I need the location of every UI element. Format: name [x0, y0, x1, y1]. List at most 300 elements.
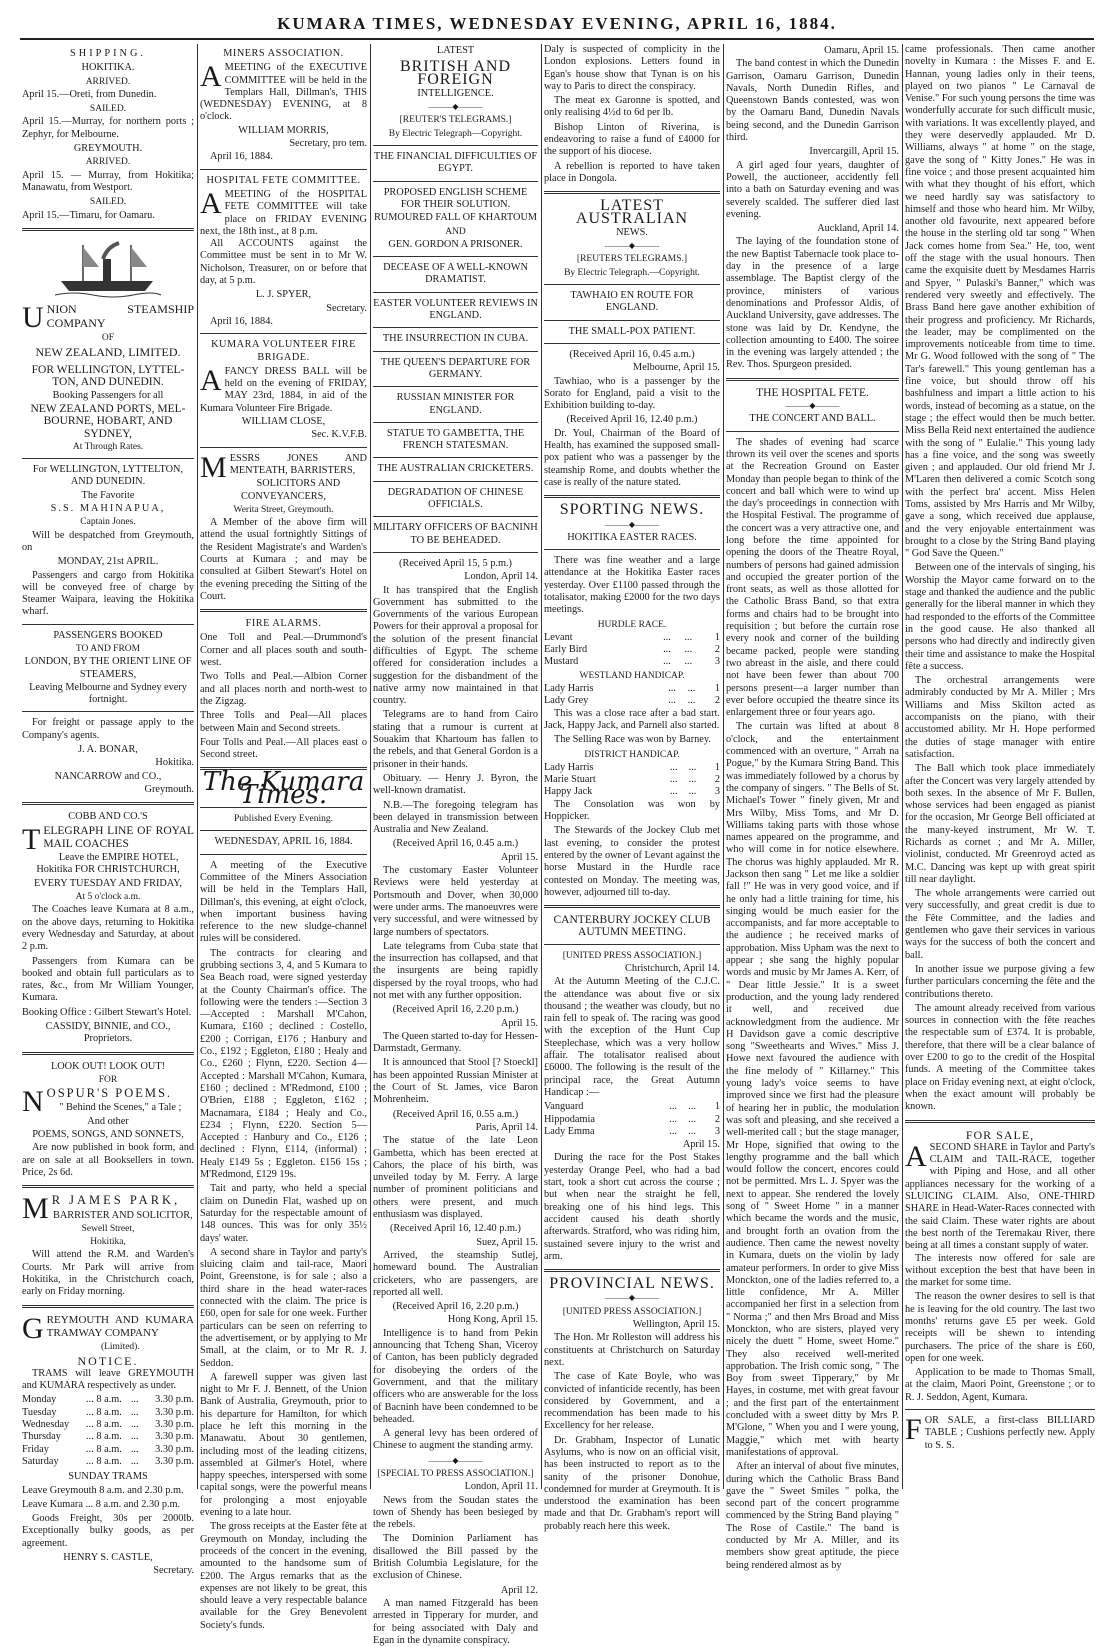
divider: [373, 351, 538, 352]
headline: GEN. GORDON A PRISONER.: [388, 238, 523, 250]
signatory-title: Secretary.: [326, 302, 367, 314]
label-and: AND: [445, 226, 466, 237]
company-name: NION STEAMSHIP COMPANY: [46, 301, 194, 331]
table-cell: ...: [688, 1113, 696, 1125]
news-paragraph: The customary Easter Volunteer Reviews were held yesterday at Portsmouth and Dover, when 30,000 were under arms. The manoeuvres were very successful, and were witnessed by large numbers of spectators.: [373, 865, 538, 938]
tramway-heading: [22, 1311, 194, 1345]
news-paragraph: The Queen started to-day for Hessen-Darmstadt, Germany.: [373, 1030, 538, 1055]
news-paragraph: The meat ex Garonne is spotted, and only realising 4½d to 6d per lb.: [544, 95, 720, 119]
divider: [905, 1409, 1095, 1410]
drop-cap: M: [200, 450, 227, 484]
section-heading: PROVINCIAL NEWS.: [549, 1275, 715, 1293]
divider: [373, 552, 538, 553]
table-cell: ...: [688, 1125, 696, 1137]
headline: THE HOSPITAL FETE.: [756, 386, 869, 399]
alarm-line: One Toll and Peal.—Drummond's Corner and all places south and south-west.: [200, 632, 367, 669]
dateline: London, April 14.: [464, 571, 538, 583]
news-paragraph: The Consolation was won by Hoppicker.: [544, 798, 720, 823]
poems-line: POEMS, SONGS, AND SONNETS,: [32, 1129, 184, 1141]
table-cell: 8 a.m.: [96, 1406, 122, 1418]
section-heading: SPORTING NEWS.: [559, 501, 705, 519]
divider: [373, 386, 538, 387]
news-paragraph: A second share in Taylor and party's sluicing claim and tail-race, Maori Point, Greenstone, is for sale ; also a third share in the head water-races connected with the claim. The price is £60, open for sale for one week. Further particulars can be seen on referring to the advertisement, or by applying to Mr Small, at the claim, or to Mr R. J. Seddon.: [200, 1246, 367, 1369]
firm-name: ESSRS JONES AND MENTEATH, BARRISTERS,: [229, 452, 367, 476]
secretary-title: Secretary.: [153, 1565, 194, 1577]
headline: CANTERBURY JOCKEY CLUB AUTUMN MEETING.: [553, 914, 711, 939]
headline: THE INSURRECTION IN CUBA.: [382, 333, 529, 345]
divider: [200, 854, 367, 855]
table-cell: 2: [714, 1113, 720, 1125]
divider: [726, 431, 899, 432]
dateline: April 15.: [682, 1139, 720, 1151]
table-cell: 1: [714, 761, 720, 773]
news-paragraph: The curtain was lifted at about 8 o'clock, and the entertainment commenced with an overture, " Arrah na Pogue," by the Kumara String Band. This was immediately followed by a chorus by the company of singers. " The Bells of St. Michael's Tower " finely given, Mr and Mrs Wilby, Miss Toms, and Mr D. Williams taking parts with those whose names appeared on the programme, and who will come in for notice elsewhere. The chorus was highly applauded. Mr R. Jackson then sang " Let me like a soldier fall !" He was in very good voice, and if he only had a little training for time, his singing would be much easier for the accompanists, and far more acceptable to the audience ; he received marks of approbation. Miss Upham was the next to appear ; she sang the highly popular words and music by Mr James A. Kerr, of " Dear little Jessie." It is a sweet production, and the young lady rendered it well, and received due acknowledgment from the audience. Mr H Davidson gave a comic descriptive song "Sweethearts and Wives." Miss J. Howe next favoured the audience with the fine melody of " Killarney." This young lady's voice seems to have improved since we first had the pleasure of hearing her in public, the modulation was soft and pleasing, and she received a well-merited call ; but the stage manager, Mr Hope, signified that owing to the lengthy programme and the ball which would follow the concert, encores could not be permitted. Mrs L. J. Spyer was the next to appear. She rendered the lovely song of " Sweet Home " in a manner which became the words and the music, and brought forth an ovation from the audience. Then came the newest novelty in Kumara, duets on the violin by lady amateur performers. In order to give Miss Monckton, one of the ladies referred to, a little confidence, Mr A. Miller accompanied her first in a selection from " Norma ;" and then Mrs Broad and Miss Monckton, who are sisters, played very nicely the duett " Home, sweet Home." They also received well-merited approbation. The Irish comic song, " The Boy from sweet Tipperary," by Mr Hayes, in costume, met with great favour ; and the first part of the entertainment concluded with a sweet ditty by Mrs P. M'Glone, " When you and I were young, Maggie," which met with hearty manifestations of approval.: [726, 721, 899, 1458]
table-cell: ...: [668, 695, 676, 707]
divider: [22, 624, 194, 625]
table-row: [544, 695, 720, 707]
source-line: [REUTER'S TELEGRAMS.]: [399, 115, 512, 126]
divider: [544, 905, 720, 908]
table-cell: Happy Jack: [544, 786, 593, 798]
race-results: [544, 683, 720, 708]
table-cell: Thursday: [22, 1431, 61, 1443]
news-paragraph: In another issue we purpose giving a few further particulars concerning the fête and the contributions thereto.: [905, 963, 1095, 1000]
tramway-title: REYMOUTH AND KUMARA TRAMWAY COMPANY: [46, 1313, 194, 1339]
table-cell: ...: [85, 1443, 94, 1455]
received-line: (Received April 16, 0.45 a.m.): [392, 838, 519, 850]
table-cell: Lady Harris: [544, 683, 594, 695]
table-row: [544, 632, 720, 644]
drop-cap: T: [22, 822, 41, 856]
headline: TAWHAIO EN ROUTE FOR ENGLAND.: [570, 290, 694, 314]
and-other: And other: [87, 1115, 129, 1127]
agent-name: J. A. BONAR,: [78, 744, 138, 756]
drop-cap: A: [905, 1139, 927, 1173]
divider: [373, 145, 538, 146]
table-row: [22, 1456, 194, 1468]
news-paragraph: The amount already received from various sources in connection with the fête reaches the respectable sum of £374. It is probable, therefore, that there will be a clear balance of over £200 to go to the credit of the Hospital funds. A meeting of the Committee takes place on Friday evening next, at eight o'clock, when the exact amount will probably be known.: [905, 1002, 1095, 1113]
divider: [200, 447, 367, 448]
column-2: [200, 44, 367, 1631]
news-paragraph: Arrived, the steamship Sutlej, homeward bound. The Australian cricketers, who are passengers, are reported all well.: [373, 1249, 538, 1298]
ornament: ———◆———: [428, 102, 483, 112]
divider: [373, 181, 538, 182]
despatch-line: Will be despatched from Greymouth, on: [22, 529, 194, 553]
jones-menteath-heading: [200, 450, 367, 484]
subheading: SAILED.: [89, 104, 127, 115]
table-cell: ...: [85, 1431, 94, 1443]
news-paragraph: A meeting of the Executive Committee of the Miners Association will be held in the Templars Hall, Dillman's, this evening, at eight o'clock, when important business having reference to the new sludge-channel rules will be considered.: [200, 859, 367, 945]
column-6: [905, 44, 1095, 1489]
divider: [373, 457, 538, 458]
billiard-notice: [905, 1415, 1095, 1452]
news-paragraph: Obituary. — Henry J. Byron, the well-known dramatist.: [373, 772, 538, 797]
firm-text: A Member of the above firm will attend the usual fortnightly Sittings of the Resident Magistrate's and Warden's Courts at Kumara ; and may be consulted at Gilbert Stewart's Hotel on the evening preceding the Sitting of the Court.: [200, 517, 367, 602]
table-cell: 1: [714, 1101, 720, 1113]
divider: [373, 256, 538, 257]
received-line: (Received April 15, 5 p.m.): [399, 557, 512, 569]
signatory-title: Sec. K.V.F.B.: [311, 429, 367, 441]
firm-subtitle: SOLICITORS AND CONVEYANCERS,: [241, 478, 341, 502]
fire-brigade-heading: KUMARA VOLUNTEER FIRE BRIGADE.: [211, 339, 356, 363]
fire-alarms-heading: FIRE ALARMS.: [245, 618, 322, 630]
table-cell: ...: [85, 1406, 94, 1418]
passengers-text: Passengers from Kumara can be booked and obtain full particulars as to rates, &c., from Mr William Younger, Kumara.: [22, 955, 194, 1004]
news-paragraph: The Selling Race was won by Barney.: [554, 734, 711, 746]
dateline: April 15.: [500, 1017, 538, 1029]
agent-location: Hokitika.: [155, 757, 194, 769]
news-paragraph: The contracts for clearing and grubbing sections 3, 4, and 5 Kumara to Sea Beach road, were signed yesterday at the County Chairman's office. The following were the tenders :—Section 3—Accepted : Marshall M'Cahon, Kumara, £160 ; declined : Costello, £200 ; Corrigan, £176 ; Hanbury and Co., £192 ; Eggleton, £180 ; Healy and Co., £260 ; Flynn, £220. Section 4—Accepted : Marshall M'Cahon, Kumara, £160 ; declined : M'Redmond, £100 ; O'Brien, £188 ; Eggleton, £162 ; Macnamara, £184 ; Healy and Co., £234 ; Flynn, £220. Section 5—Accepted : Hanbury and Co., £126 ; declined : Flynn, £114, (informal) ; Healy £149 5s ; Eggleton. £156 15s ; M'Redmond, £129 19s.: [200, 947, 367, 1181]
street-line: Sewell Street,: [81, 1223, 135, 1234]
billiard-text: OR SALE, a first-class BILLIARD TABLE ; Cushions perfectly new. Apply to S. S.: [924, 1415, 1095, 1451]
table-cell: ...: [130, 1431, 139, 1443]
column-3: [373, 44, 538, 1646]
table-row: [22, 1394, 194, 1406]
news-paragraph: Tait and party, who held a special claim on Dunedin Flat, washed up on Saturday for the respectable amount of 148 ounces. This was for only 35½ days' water.: [200, 1183, 367, 1244]
table-cell: 2: [714, 644, 720, 656]
news-paragraph: The statue of the late Leon Gambetta, which has been erected at Cahors, the place of his birth, was unveiled today by M. Ferry. A large number of prominent politicians and others were present, and much enthusiasm was displayed.: [373, 1135, 538, 1221]
source-line: [REUTERS TELEGRAMS.]: [576, 254, 688, 265]
headline: MILITARY OFFICERS OF BACNINH TO BE BEHEADED.: [373, 522, 538, 546]
shipping-heading: SHIPPING.: [70, 48, 146, 59]
notice-heading: NOTICE.: [77, 1353, 139, 1368]
freight-line: For freight or passage apply to the Company's agents.: [22, 717, 194, 741]
drop-cap: G: [22, 1311, 44, 1345]
subheading: ARRIVED.: [85, 76, 131, 87]
headline: EASTER VOLUNTEER REVIEWS IN ENGLAND.: [373, 297, 538, 322]
table-cell: ...: [663, 631, 671, 643]
divider: [373, 422, 538, 423]
table-row: [22, 1431, 194, 1443]
goods-text: Goods Freight, 30s per 2000lb. Exceptionally bulky goods, as per agreement.: [22, 1513, 194, 1549]
table-row: [22, 1419, 194, 1431]
divider: [200, 830, 367, 831]
race-heading: WESTLAND HANDICAP.: [579, 670, 685, 681]
ornament: ———◆———: [428, 1455, 483, 1465]
headline: DECEASE OF A WELL-KNOWN DRAMATIST.: [383, 262, 528, 286]
section-subheading: INTELLIGENCE.: [417, 87, 494, 99]
table-cell: 3.30 p.m.: [155, 1406, 194, 1418]
table-cell: ...: [688, 761, 697, 773]
table-cell: Lady Harris: [544, 761, 594, 773]
shipping-entry: April 15.—Timaru, for Oamaru.: [22, 209, 155, 221]
london-line: LONDON, BY THE ORIENT LINE OF STEAMERS,: [24, 656, 192, 680]
race-results: [544, 762, 720, 799]
table-cell: ...: [688, 786, 697, 798]
fire-text: FANCY DRESS BALL will be held on the evening of FRIDAY, MAY 23rd, 1884, in aid of the Kumara Volunteer Fire Brigade.: [200, 365, 367, 414]
source-line: [UNITED PRESS ASSOCIATION.]: [562, 1306, 702, 1317]
news-paragraph: The Dominion Parliament has disallowed the Bill passed by the British Columbia Legislature, for the exclusion of Chinese.: [373, 1533, 538, 1582]
divider: [544, 191, 720, 194]
headline: RUSSIAN MINISTER FOR ENGLAND.: [396, 392, 515, 416]
dateline: Invercargill, April 15.: [809, 146, 899, 158]
tram-timetable: [22, 1394, 194, 1468]
divider: [373, 327, 538, 328]
table-cell: Lady Emma: [544, 1125, 595, 1137]
table-cell: ...: [688, 774, 697, 786]
headline: THE SMALL-POX PATIENT.: [568, 325, 696, 337]
ports: NEW ZEALAND PORTS, MEL-BOURNE, HOBART, AND SYDNEY,: [30, 402, 186, 440]
column-1: [22, 44, 194, 1577]
news-paragraph: The whole arrangements were carried out very successfully, and great credit is due to the Fête Committee, and the ladies and gentlemen who gave their services in various ways for the success of both the concert and ball.: [905, 888, 1095, 961]
alarm-line: Four Tolls and Peal.—All places east o Second street.: [200, 736, 367, 761]
table-cell: ...: [663, 656, 671, 668]
sale-text: SECOND SHARE in Taylor and Party's CLAIM and TAIL-RACE, together with Piping and Hose, and all other appliances necessary for the working of a SLUICING CLAIM. Also, ONE-THIRD SHARE in Head-Water-Races connected with the said Claim. These water rights are about the best north of the Teremakau River, there being at all times a constant supply of water.: [905, 1141, 1095, 1252]
sale-paragraph: The interests now offered for sale are without exception the best that have been in the market for some time.: [905, 1252, 1095, 1289]
table-cell: 8 a.m.: [96, 1443, 122, 1455]
park-name: R JAMES PARK,: [51, 1193, 181, 1208]
headline: HOKITIKA EASTER RACES.: [567, 531, 697, 543]
news-paragraph: After an interval of about five minutes, during which the Catholic Brass Band gave the " Sweet Smiles " polka, the second part of the concert programme commenced by the String Band playing " The Rose of Castile." The band is conducted by Mr A. Miller, and its members show great aptitude, the piece being rendered almost as by: [726, 1461, 899, 1571]
table-cell: Tuesday: [22, 1406, 57, 1418]
steamship-icon: [53, 237, 163, 299]
table-cell: ...: [668, 683, 676, 695]
fire-notice: [200, 363, 367, 415]
news-paragraph: A man named Fitzgerald has been arrested in Tipperary for murder, and for being associated with Daly and Egan in the dynamite conspiracy.: [373, 1597, 538, 1646]
table-cell: ...: [669, 1113, 677, 1125]
divider: [905, 1120, 1095, 1123]
table-cell: ...: [85, 1419, 94, 1431]
divider: [373, 481, 538, 482]
table-cell: 2: [714, 695, 720, 707]
table-cell: ...: [85, 1394, 94, 1406]
leaving-line: Leaving Melbourne and Sydney every fortnight.: [29, 681, 187, 706]
ship-name: S.S. MAHINAPUA,: [50, 503, 166, 515]
dateline: Suez, April 15.: [476, 1236, 538, 1248]
received-line: (Received April 16, 0.45 a.m.): [569, 348, 695, 360]
hospital-text: MEETING of the HOSPITAL FETE COMMITTEE will take place on FRIDAY EVENING next, the 18th inst., at 8 p.m.: [200, 188, 367, 237]
news-paragraph: Dr. Grabham, Inspector of Lunatic Asylums, who is now on an official visit, has been instructed to report as to the sanity of the prisoner Donohue, condemned for murder at Greymouth. It is understood the examination has been made and that Dr. Grabham's report will probably reach here this week.: [544, 1434, 720, 1532]
divider: [22, 458, 194, 459]
table-row: [544, 1114, 720, 1126]
booking-line: Booking Passengers for all: [52, 389, 164, 401]
drop-cap: M: [22, 1192, 49, 1226]
table-cell: 8 a.m.: [96, 1455, 122, 1467]
race-heading: DISTRICT HANDICAP.: [584, 749, 680, 760]
table-row: [22, 1444, 194, 1456]
section-subheading: NEWS.: [616, 226, 648, 238]
table-cell: ...: [669, 1125, 677, 1137]
table-cell: ...: [130, 1443, 139, 1455]
news-paragraph: The orchestral arrangements were admirably conducted by Mr A. Miller ; Mrs Williams and Miss Skilton acted as accompanists on the piano, with their accustomed ability. Mr H. Hope performed the duties of stage manager with entire satisfaction.: [905, 675, 1095, 760]
news-paragraph: News from the Soudan states the town of Shendy has been besieged by the rebels.: [373, 1494, 538, 1531]
sale-notice: [905, 1139, 1095, 1253]
ornament: ———◆———: [604, 519, 660, 529]
headline: THE QUEEN'S DEPARTURE FOR GERMANY.: [380, 356, 531, 380]
news-paragraph: It is announced that Stool [? Stoeckl] has been appointed Russian Minister at the Court of St. James, vice Baron Mohrenheim.: [373, 1057, 538, 1106]
column-rule: [541, 44, 542, 1489]
news-paragraph: The Stewards of the Jockey Club met last evening, to consider the protest entered by the owner of Levant against the horse Mustard in the Hurdle race contested on Monday. The meeting was, however, adjourned till to-day.: [544, 825, 720, 898]
hospital-heading: HOSPITAL FETE COMMITTEE.: [206, 174, 361, 186]
divider: [544, 320, 720, 321]
notice-date: April 16, 1884.: [210, 151, 273, 163]
news-paragraph: The shades of evening had scarce thrown its veil over the scenes and sports at the Recreation Ground on Easter Monday than people began to think of the concert and ball which were to wind up the day's proceedings in connection with the Hospital Festival. The programme of the concert was a very attractive one, and long before the time appointed for opening the doors of the Theatre Royal, numbers of persons had gained admission and occupied the greater portion of the front seats, as well as those allotted for the Catholic Brass Band, so that extra forms and chairs had to be brought into requisition ; but before the curtain rose every nook and corner of the building became packed, people were standing two abreast in the aisle, and there could not have been fewer than about 700 persons present—a larger number than ever before occupied the theatre since its enlargement three or four years ago.: [726, 436, 899, 719]
headline-list: [373, 151, 538, 553]
table-cell: Hippodamia: [544, 1113, 595, 1125]
union-company-heading: [22, 300, 194, 334]
divider: [544, 343, 720, 344]
news-paragraph: Telegrams are to hand from Cairo stating that a rumour is current at Souakim that Khartoum has fallen to the rebels, and that General Gordon is a prisoner in their hands.: [373, 709, 538, 770]
headline: DEGRADATION OF CHINESE OFFICIALS.: [387, 486, 524, 511]
column-rule: [370, 44, 371, 1489]
route: For WELLINGTON, LYTTELTON, AND DUNEDIN.: [32, 464, 184, 488]
received-line: (Received April 16, 12.40 p.m.): [566, 414, 698, 426]
table-row: [544, 1101, 720, 1113]
cobb-heading: COBB AND CO.'S: [68, 811, 148, 823]
lookout-heading: LOOK OUT! LOOK OUT!: [50, 1060, 166, 1072]
table-cell: Early Bird: [544, 644, 588, 656]
sale-paragraph: The reason the owner desires to sell is that he is leaving for the old country. The last two months' returns gave £5 per week. Gold receipts will be shewn to intending purchasers. The price of the share is £60, open for one week.: [905, 1291, 1095, 1364]
news-paragraph: The Ball which took place immediately after the Concert was very largely attended by both sexes. In the absence of Mr F. Bullen, whose services had been engaged as pianist for the occasion, Mr George Bell officiated at the many-keyed instrument, Mr W. T. Richards as cornet ; and Mr A. Miller, violinist, conducted. Mr Greenroyd acted as M.C. Dancing was kept up with great spirit till near daylight.: [905, 763, 1095, 885]
divider: [544, 284, 720, 285]
sale-paragraph: Application to be made to Thomas Small, at the claim, Maori Point, Greenstone ; or to R. J. Seddon, Agent, Kumara.: [905, 1367, 1095, 1403]
headline: STATUE TO GAMBETTA, THE FRENCH STATESMAN.: [386, 427, 525, 452]
table-cell: 3: [714, 656, 720, 668]
news-paragraph: The laying of the foundation stone of the new Baptist Tabernacle took place to-day in the presence of a large assemblage. The Baptist clergy of the province, ministers of various denominations and Professor Aldis, of Auckland University, gave addresses. The stone was laid by Dr. Kendyne, the collection amounting to £400. The soiree in the evening was largely attended ; the Rev. Thos. Spurgeon presided.: [726, 236, 899, 371]
time-line: At 5 o'clock a.m.: [75, 892, 141, 903]
news-paragraph: Bishop Linton of Riverina, is endeavoring to raise a fund of £4000 for the support of his diocese.: [544, 121, 720, 158]
table-row: [22, 1407, 194, 1419]
agent-location: Greymouth.: [144, 783, 194, 795]
captain: Captain Jones.: [80, 517, 136, 528]
headline: THE AUSTRALIAN CRICKETERS.: [377, 463, 534, 475]
alarm-line: Three Tolls and Peal—All places between Main and Second streets.: [200, 710, 367, 734]
dateline: April 15.: [500, 851, 538, 863]
limited-line: (Limited).: [100, 1342, 140, 1353]
divider: [544, 495, 720, 498]
news-paragraph: came professionals. Then came another novelty in Kumara : the Misses F. and E. Hannan, young ladies only in their teens, played on two pianos " Le Carnaval de Venise." For such young persons the time was wonderfully accurate for such difficult music, with variations. It was excellently played, and they were deservedly applauded. Mr D. Williams, always " at home " on the stage, gave the song of " Kitty Jones." He was in fine voice ; and those present acquainted him with what they thought of his effort, which we need hardly say was satisfactory to himself and those who heard him. Mr Wilby, another old favourite, next appeared before the house in the sterling old tar song " When Jack comes home from Sea." He, too, went off the stage with the usual honours. Then came the exquisite duett by Mesdames Harris and Spyer, " Pulaski's Banner," which was rendered very sweetly and effectively. The Brass Band here gave another exhibition of their progress and proficiency. Mr Richards, the leader, may be complimented on the improvements noticeable from time to time. Mr G. Wood followed with the song of " The Tar's farewell." This young gentleman has a fine voice, but should throw off his bashfulness and impart a little action to his words, instead of becoming as a statue, on the stage ; the effect would then be much better. Miss Bella Reid next entertained the audience with the song of " Eulalie." This young lady has a fine voice, and the song was sweetly given ; and applauded. Our old friend Mr J. M'Laren then delivered a comic Scotch song with the perfect bra' accent. Miss Helen Toms, assisted by Mrs Harris and Mr Wilby, gave a song, which received due applause, and the very enjoyable entertainment was brought to a close by the String Band playing " God Save the Queen.": [905, 44, 1095, 560]
divider: [22, 802, 194, 805]
table-cell: ...: [669, 774, 678, 786]
news-paragraph: Tawhiao, who is a passenger by the Sorato for England, paid a visit to the Exhibition building to-day.: [544, 375, 720, 412]
table-row: [544, 644, 720, 656]
coaches-text: The Coaches leave Kumara at 8 a.m., on the above days, returning to Hokitika every Wednesday and Saturday, at about 2 p.m.: [22, 904, 194, 953]
source-line: [UNITED PRESS ASSOCIATION.]: [562, 950, 702, 961]
table-row: [544, 762, 720, 774]
table-cell: 8 a.m.: [96, 1394, 122, 1406]
table-cell: ...: [688, 1101, 696, 1113]
published-text: Are now published in book form, and are on sale at all Booksellers in town. Price, 2s 6d.: [22, 1142, 194, 1178]
news-paragraph: Intelligence is to hand from Pekin announcing that Tcheng Shan, Viceroy of Canton, has been publicly degraded for disobeying the orders of the Government, and that the military officers who are answerable for the loss of Bacninh have been condemned to be beheaded.: [373, 1327, 538, 1425]
news-paragraph: Late telegrams from Cuba state that the insurrection has collapsed, and that the insurgents are being rapidly dispersed by the royal troops, who had not met with any further opposition.: [373, 940, 538, 1001]
table-cell: 3.30 p.m.: [155, 1431, 194, 1443]
table-cell: Monday: [22, 1394, 57, 1406]
news-paragraph: This was a close race after a bad start. Jack, Happy Jack, and Parnell also started.: [544, 707, 720, 731]
company-name-2: NEW ZEALAND, LIMITED.: [35, 344, 181, 359]
table-cell: 3: [714, 786, 720, 798]
dateline: April 12.: [500, 1584, 538, 1596]
table-cell: Friday: [22, 1443, 49, 1455]
drop-cap: A: [200, 186, 222, 220]
cargo-note: Passengers and cargo from Hokitika will be conveyed free of charge by Steamer Waipara, leaving the Hokitika wharf.: [22, 569, 194, 618]
divider: [200, 333, 367, 334]
dateline: Hong Kong, April 15.: [447, 1314, 538, 1326]
received-line: (Received April 16, 12.40 p.m.): [390, 1223, 521, 1235]
copyright-line: By Electric Telegraph—Copyright.: [388, 128, 523, 139]
table-cell: 8 a.m.: [96, 1419, 122, 1431]
divider: [200, 169, 367, 170]
sailing-date: MONDAY, 21st APRIL.: [57, 556, 159, 568]
table-cell: ...: [669, 761, 678, 773]
dateline: Melbourne, April 15.: [633, 362, 720, 374]
dateline: Paris, April 14.: [475, 1121, 538, 1133]
signatory: WILLIAM MORRIS,: [238, 124, 329, 136]
miners-text: MEETING of the EXECUTIVE COMMITTEE will be held in the Templars Hall, Dillman's, THIS (WEDNESDAY) EVENING, at 8 o'clock.: [200, 62, 367, 123]
subheading: SAILED.: [89, 197, 127, 208]
table-cell: 3: [714, 1125, 720, 1137]
table-cell: Saturday: [22, 1455, 59, 1467]
table-cell: Wednesday: [22, 1419, 70, 1431]
booking-office: Booking Office : Gilbert Stewart's Hotel.: [22, 1006, 192, 1018]
agent-name: NANCARROW and CO.,: [54, 770, 162, 782]
drop-cap: A: [200, 60, 222, 94]
received-line: (Received April 16, 2.20 p.m.): [392, 1004, 519, 1016]
copyright-line: By Electric Telegraph.—Copyright.: [564, 267, 700, 278]
section-heading: LATEST AUSTRALIAN: [575, 197, 689, 227]
divider: [544, 1269, 720, 1272]
news-paragraph: The case of Kate Boyle, who was convicted of infanticide recently, has been considered by Government, and a recommendation has been made to his Excellency for her release.: [544, 1371, 720, 1432]
subheading: ARRIVED.: [85, 157, 131, 168]
table-cell: ...: [684, 656, 693, 668]
divider: [373, 516, 538, 517]
divider: [22, 1052, 194, 1055]
label-of: OF: [101, 333, 115, 344]
miners-notice: [200, 62, 367, 123]
table-cell: 2: [714, 774, 720, 786]
news-paragraph: Daly is suspected of complicity in the London explosions. Letters found in Egan's house show that Tynan is on his way to Paris to direct the conspiracy.: [544, 44, 720, 92]
table-cell: Vanguard: [544, 1101, 584, 1113]
column-rule: [902, 44, 903, 1489]
dateline: Christchurch, April 14.: [625, 963, 720, 974]
proprietors: CASSIDY, BINNIE, and CO., Proprietors.: [45, 1021, 171, 1045]
race-results: [544, 632, 720, 669]
table-cell: ...: [130, 1394, 139, 1406]
divider: [544, 944, 720, 945]
drop-cap: F: [905, 1413, 922, 1447]
news-paragraph: It has transpired that the English Government has submitted to the Governments of the various European Powers for their approval a proposal for the solution of the present financial difficulties of Egypt. The scheme offered for consideration includes a suggestion for the disbandment of the native army now maintained in that country.: [373, 584, 538, 707]
table-row: [544, 1126, 720, 1138]
port-heading: HOKITIKA.: [81, 62, 135, 74]
alarm-line: Two Tolls and Peal.—Albion Corner and all places north and north-west to the Zigzag.: [200, 671, 367, 707]
dateline: Auckland, April 14.: [817, 223, 899, 235]
ornament: ———◆———: [785, 401, 840, 411]
table-cell: Mustard: [544, 656, 579, 668]
drop-cap: N: [22, 1085, 44, 1119]
divider: [373, 292, 538, 293]
table-cell: ...: [687, 695, 696, 707]
table-cell: 3.30 p.m.: [155, 1394, 194, 1406]
dateline: Wellington, April 15.: [632, 1319, 720, 1331]
signatory: L. J. SPYER,: [255, 289, 312, 301]
table-cell: ...: [663, 644, 671, 656]
for-sale-heading: FOR SALE,: [965, 1127, 1035, 1142]
table-cell: ...: [85, 1455, 94, 1467]
headline: THE FINANCIAL DIFFICULTIES OF EGYPT.: [373, 151, 538, 175]
sunday-heading: SUNDAY TRAMS: [68, 1471, 148, 1483]
divider: [200, 609, 367, 612]
news-paragraph: The gross receipts at the Easter fête at Greymouth on Monday, including the proceeds of the concert in the evening, amounted to the handsome sum of £200. The Argus remarks that as the expenses are not likely to be great, this should leave a very respectable balance available for the Grey Benevolent Society's funds.: [200, 1521, 367, 1631]
issue-date: WEDNESDAY, APRIL 16, 1884.: [214, 836, 353, 848]
miners-heading: MINERS ASSOCIATION.: [223, 48, 344, 59]
rates-line: At Through Rates.: [72, 441, 144, 452]
table-cell: ...: [684, 631, 693, 643]
newspaper-nameplate: The Kumara Times.: [202, 767, 365, 810]
table-cell: 8 a.m.: [96, 1431, 122, 1443]
table-row: [544, 786, 720, 798]
column-rule: [723, 44, 724, 1489]
table-cell: ...: [130, 1419, 139, 1431]
label-for: FOR: [98, 1074, 118, 1085]
